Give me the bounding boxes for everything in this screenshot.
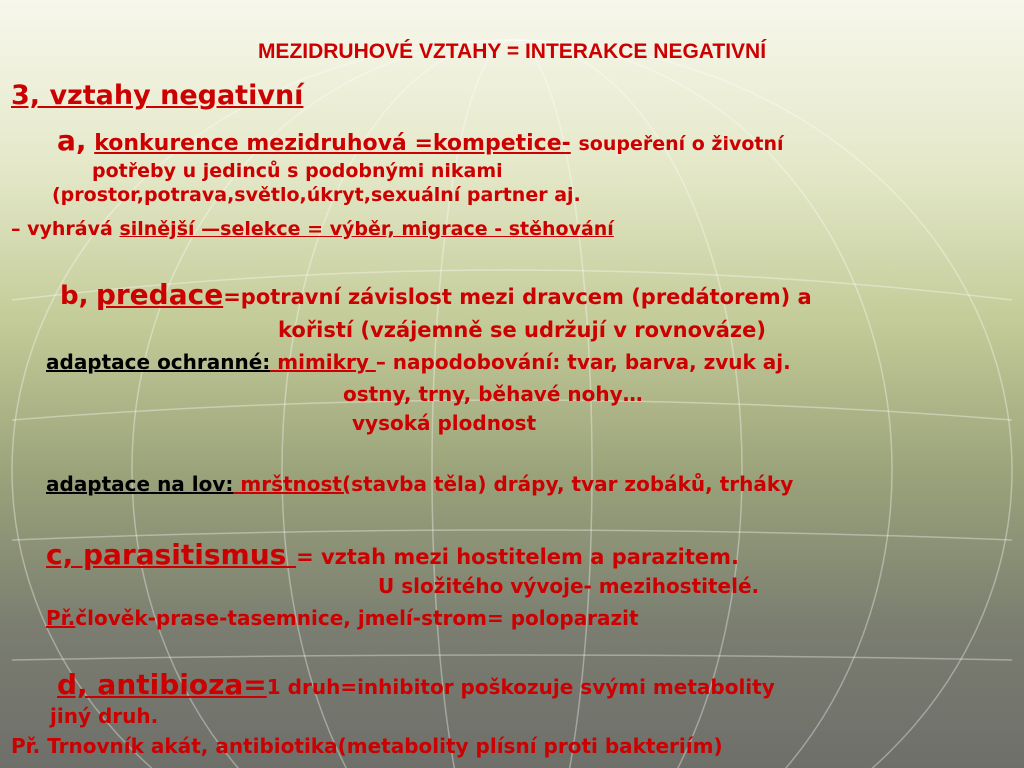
protective-adaptation-label: adaptace ochranné: bbox=[46, 350, 271, 374]
mimicry-term: mimikry bbox=[270, 350, 376, 374]
hunting-adaptation-label: adaptace na lov: bbox=[46, 472, 234, 496]
parasitism-desc-line2: U složitého vývoje- mezihostitelé. bbox=[378, 574, 760, 598]
protective-adaptation-line bbox=[46, 350, 791, 374]
competition-outcome-line bbox=[11, 218, 614, 240]
antibiosis-desc: 1 druh=inhibitor poškozuje svými metabolity bbox=[266, 675, 775, 699]
parasitism-example: člověk-prase-tasemnice, jmelí-strom= poloparazit bbox=[75, 606, 639, 630]
protective-adaptation-line2: ostny, trny, běhavé nohy… bbox=[343, 382, 643, 406]
agility-desc: stavba těla) drápy, tvar zobáků, trháky bbox=[351, 472, 794, 496]
parasitism-line bbox=[46, 538, 739, 571]
competition-term: konkurence mezidruhová =kompetice- bbox=[94, 131, 571, 156]
item-letter-a: a, bbox=[57, 124, 87, 157]
parasitism-example-line bbox=[46, 606, 639, 630]
predation-term: predace bbox=[95, 278, 224, 311]
competition-desc-line2: potřeby u jedinců s podobnými nikami bbox=[92, 160, 503, 182]
selection-text: silnější —selekce = výběr, bbox=[119, 218, 402, 240]
protective-adaptation-line3: vysoká plodnost bbox=[352, 411, 537, 435]
predation-desc-line2: kořistí (vzájemně se udržují v rovnováze) bbox=[278, 318, 766, 342]
predation-line bbox=[60, 278, 812, 311]
slide-title: MEZIDRUHOVÉ VZTAHY = INTERAKCE NEGATIVNÍ bbox=[257, 40, 767, 63]
competition-desc-line3: (prostor,potrava,světlo,úkryt,sexuální partner aj. bbox=[52, 184, 581, 206]
agility-term: mrštnost( bbox=[233, 472, 352, 496]
antibiosis-desc-line2: jiný druh. bbox=[50, 704, 159, 728]
parasitism-term: c, parasitismus bbox=[46, 538, 297, 571]
competition-desc: soupeření o životní bbox=[578, 133, 784, 155]
mimicry-desc: – napodobování: tvar, barva, zvuk aj. bbox=[375, 350, 791, 374]
hunting-adaptation-line bbox=[46, 472, 793, 496]
antibiosis-term: d, antibioza= bbox=[57, 668, 267, 701]
predation-desc: =potravní závislost mezi dravcem (predátorem) a bbox=[223, 285, 812, 309]
migration-text: migrace - stěhování bbox=[401, 218, 614, 240]
competition-line bbox=[57, 124, 784, 157]
parasitism-desc: = vztah mezi hostitelem a parazitem. bbox=[296, 545, 740, 569]
item-letter-b: b, bbox=[60, 281, 89, 311]
antibiosis-line bbox=[57, 668, 775, 701]
antibiosis-example-line: Př. Trnovník akát, antibiotika(metabolity plísní proti bakteriím) bbox=[11, 734, 723, 758]
outcome-prefix: – vyhrává bbox=[11, 218, 120, 240]
section-heading: 3, vztahy negativní bbox=[11, 80, 304, 111]
example-label: Př. bbox=[46, 606, 76, 630]
